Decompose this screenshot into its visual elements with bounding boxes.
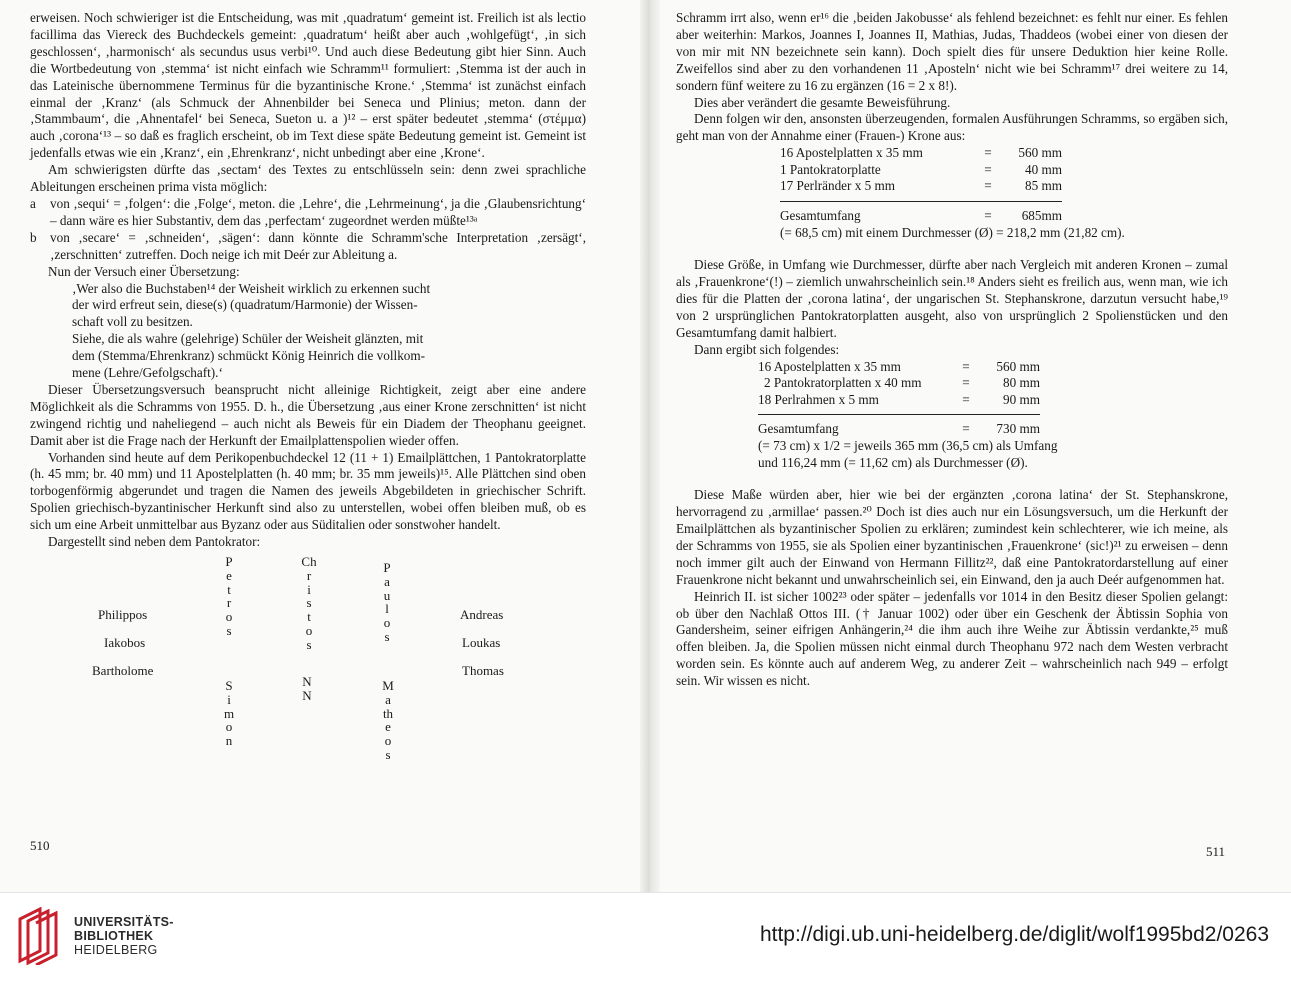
list-marker: a [30,195,36,211]
name-letter: a [385,691,391,707]
left-paragraph-5: Vorhanden sind heute auf dem Perikopenbuchdeckel 12 (11 + 1) Emailplättchen, 1 Pantokratorplatte (h. 45 mm; br. 40 mm) und 11 Apostelplatten (h. 40 mm; br. 35 mm jeweils)¹⁵. Alle Plättchen sind oben torbogenförmig abgerundet und tragen die Namen des jeweils Abgebildeten in griechischer Schrift. Spolien griechisch-byzantinischer Herkunft sind also zu unterstellen, wobei offen bleiben muß, ob es sich um eine Arbeit unmittelbar aus Byzanz oder aus Süditalien oder sonstwoher handelt. [30,449,586,533]
right-paragraph-6: Diese Maße würden aber, hier wie bei der ergänzten ‚corona latina‘ der St. Stephanskrone, hervorragend zu ‚armillae‘ passen.²⁰ Doch ist dies auch nur ein Lösungsversuch, um die Herkunft der Emailplättchen als byzantinischer Spolien zu erklären; zumindest kein schlechterer, wie ich meine, als der Schramms von 1955, sie als Spolien einer byzantinischen ‚Frauenkrone‘ (sic!)²¹ zu erweisen – denn noch immer gilt auch der Einwand von Hermann Fillitz²², daß eine Pantokratordarstellung auf einer Frauenkrone nicht bekannt und unwahrscheinlich sei, ein Einwand, den ja auch Deér aufgenommen hat. [676,487,1228,587]
list-text: von ‚sequi‘ = ‚folgen‘: die ‚Folge‘, meton. die ‚Lehre‘, die ‚Lehrmeinung‘, ja die ‚Glaubensrichtung‘ – dann wäre es hier Substantiv, dem das ‚perfectam‘ zugeordnet werden müßte¹³ᵃ [50,195,586,228]
calc-equals: = [962,391,970,407]
poem-line: dem (Stemma/Ehrenkranz) schmückt König Heinrich die vollkom- [72,348,426,364]
calc-equals: = [984,161,992,177]
calc-equals: = [984,145,992,161]
name-andreas: Andreas [460,607,504,622]
library-name-line: HEIDELBERG [74,943,158,957]
name-thomas: Thomas [462,663,504,678]
name-letter: P [383,560,391,575]
poem-line: Siehe, die als wahre (gelehrige) Schüler der Weisheit glänzten, mit [72,331,424,347]
calc-label: 1 Pantokratorplatte [780,161,881,177]
right-paragraph-2: Dies aber verändert die gesamte Beweisführung. [694,94,951,110]
library-footer [0,892,1291,986]
translation-poem [30,281,586,382]
table-row [758,392,1040,409]
list-text: von ‚secare‘ = ‚schneiden‘, ‚sägen‘: dann könnte die Schramm'sche Interpretation ‚zersägt‘, ‚zerschnitten‘ zutreffen. Doch neige ich mit Deér zur Ableitung a. [50,229,586,262]
poem-line: schaft voll zu besitzen. [72,314,193,330]
name-column-nn [300,675,314,703]
name-letter: r [306,567,312,583]
calc-label: 17 Perlränder x 5 mm [780,178,895,194]
name-letter: s [384,628,390,644]
table-row [758,421,1040,438]
calc-value: 560 mm [1018,145,1062,161]
name-letter: s [385,746,391,762]
calc-label: 18 Perlrahmen x 5 mm [758,391,879,407]
name-letter: S [225,678,233,693]
left-paragraph-2: Am schwierigsten dürfte das ‚sectam‘ des Textes zu entschlüsseln sein: denn zwei sprachliche Ableitungen erscheinen prima vista möglich: [30,162,586,195]
table-row [780,208,1062,225]
calc-total-value: 685mm [1021,208,1062,224]
name-column-simon [222,679,236,748]
poem-line: der wird erfreut sein, diese(s) (quadratum/Harmonie) der Wissen- [72,297,418,313]
calc-value: 40 mm [1025,161,1062,177]
calc-note: (= 68,5 cm) mit einem Durchmesser (Ø) = 218,2 mm (21,82 cm). [780,224,1125,240]
name-letter: N [302,674,312,689]
calc-value: 80 mm [1003,375,1040,391]
calc-note: und 116,24 mm (= 11,62 cm) als Durchmesser (Ø). [758,454,1028,470]
list-item [30,196,586,230]
name-letter: s [226,622,232,638]
calc-equals: = [962,421,970,437]
library-name-line: UNIVERSITÄTS- [74,915,174,929]
right-paragraph-4: Diese Größe, in Umfang wie Durchmesser, dürfte aber nach Vergleich mit anderen Kronen – zumal als ‚Frauenkrone‘(!) – ziemlich unwahrscheinlich sein.¹⁸ Anders sieht es freilich aus, wenn man, wie ich dies für die Platten der ‚corona latina‘, der ungarischen St. Stephanskrone, darzutun versucht habe,¹⁹ von 2 ursprünglichen Pantokratorplatten ausgeht, also von ursprünglich 2 Spolienstücken und den Gesamtumfang damit halbiert. [676,257,1228,340]
name-loukas: Loukas [462,635,501,650]
left-paragraph-3: Nun der Versuch einer Übersetzung: [48,263,240,279]
left-paragraph-1: erweisen. Noch schwieriger ist die Entscheidung, was mit ‚quadratum‘ gemeint ist. Freilich ist als lectio facillima das Viereck des Buchdeckels gemeint: ‚quadratum‘ heißt aber auch ‚wohlgefügt‘, ‚in sich geschlossen‘, ‚harmonisch‘ als secundus usus verbi¹⁰. Und auch diese Bedeutung gibt hier Sinn. Auch die Wortbedeutung von ‚stemma‘ ist nicht einfach wie Schramm¹¹ formuliert: ‚Stemma ist der auch in das Lateinische übernommene Terminus für die byzantinische Krone.‘ ‚Stemma‘ ist zunächst einfach einmal der ‚Kranz‘ (als Schmuck der Ahnenbilder bei Seneca und Plinius; meton. dann der ‚Stammbaum‘, die ‚Ahnentafel‘ bei Seneca, Sueton u. a )¹² – erst später bedeutet ‚stemma‘ (στέμμα) auch ‚corona‘¹³ – so daß es fraglich erscheint, ob im Text diese späte Bedeutung gemeint ist. Gemeint ist jedenfalls etwas wie ein ‚Kranz‘, ein ‚Ehrenkranz‘, nicht unbedingt aber eine ‚Krone‘. [30,10,586,161]
left-paragraph-4: Dieser Übersetzungsversuch beansprucht nicht alleinige Richtigkeit, zeigt aber eine andere Möglichkeit als die Schramms von 1955. D. h., die Übersetzung ‚aus einer Krone zerschnitten‘ ist nicht zwingend richtig und naheliegend – auch nicht als Beweis für ein Diadem der Theophanu geeignet. Damit aber ist die Frage nach der Herkunft der Emailplattenspolien wieder offen. [30,381,586,448]
page-number-left: 510 [30,838,50,853]
right-paragraph-3: Denn folgen wir den, ansonsten überzeugenden, formalen Ausführungen Schramms, so ergäben sich, geht man von der Annahme einer (Frauen-) Krone aus: [676,111,1228,144]
name-letter: P [225,554,233,569]
calc-label: 16 Apostelplatten x 35 mm [780,145,923,161]
name-letter: o [384,733,392,749]
name-column-petros [222,555,236,638]
name-philippos: Philippos [98,607,148,622]
name-letter: t [307,609,311,625]
right-paragraph-7: Heinrich II. ist sicher 1002²³ oder später – jedenfalls vor 1014 in den Besitz dieser Spolien gelangt: ob über den Nachlaß Ottos III. († Januar 1002) oder über ein Geschenk der Äbtissin Sophia von Gandersheim, seiner eifrigen Anhängerin,²⁴ die ihm auch ihre Weihe zur Äbtissin verdankte,²⁵ muß offen bleiben. Ja, die Spolien müssen nicht einmal durch Theophanu 972 nach dem Westen verbracht worden sein. Es könnte auch auf anderem Weg, zu anderer Zeit – wahrscheinlich nach 949 – erfolgt sein. Wir wissen es nicht. [676,588,1228,689]
name-letter: a [384,573,390,589]
calc-equals: = [962,375,970,391]
calc-label: 2 Pantokratorplatten x 40 mm [764,375,922,391]
name-letter: o [383,615,391,631]
name-letter: o [225,719,233,735]
poem-line: mene (Lehre/Gefolgschaft).‘ [72,365,223,381]
table-row [758,375,1040,392]
calc-total-label: Gesamtumfang [780,208,861,224]
name-letter: u [383,587,391,603]
poem-line: ‚Wer also die Buchstaben¹⁴ der Weisheit wirklich zu erkennen sucht [72,280,431,296]
name-letter: m [223,705,235,721]
name-letter: N [302,687,312,703]
library-name-line: BIBLIOTHEK [74,929,154,943]
table-row [780,178,1062,195]
right-page [676,10,1228,690]
name-letter: i [307,581,311,597]
name-letter: th [382,705,394,721]
table-row [758,359,1040,376]
name-iakobos: Iakobos [104,635,146,650]
right-paragraph-1: Schramm irrt also, wenn er¹⁶ die ‚beiden Jakobusse‘ als fehlend bezeichnet: es fehlt nur einer. Es fehlen aber weiterhin: Markos, Joannes I, Joannes II, Mathias, Judas, Thaddeos (wobei einer von diesen der von mir mit NN bezeichnete sein kann). Doch spielt dies für unsere Deduktion hier keine Rolle. Zweifellos sind aber zu den vorhandenen 11 ‚Aposteln‘ nicht wie bei Schramm¹⁷ drei weitere zu 14, sondern fünf weitere zu 16 zu ergänzen (16 = 2 x 8!). [676,10,1228,93]
table-row [780,145,1062,162]
name-letter: l [385,601,389,617]
table-row [780,162,1062,179]
apostle-name-diagram [30,551,586,761]
name-column-christos [298,555,320,652]
calculation-table-1 [780,145,1125,241]
calc-divider [780,201,1062,202]
name-bartholome: Bartholome [92,663,154,678]
calc-value: 560 mm [996,358,1040,374]
book-gutter [640,0,660,892]
name-letter: o [225,609,233,625]
page-number-right: 511 [1206,844,1226,859]
name-column-matheos [378,679,398,762]
name-letter: t [227,581,231,597]
list-marker: b [30,229,37,245]
list-item [30,230,586,264]
name-letter: e [226,567,232,583]
name-letter: o [305,622,313,638]
calc-value: 85 mm [1025,178,1062,194]
name-letter: M [382,678,394,693]
calc-equals: = [962,358,970,374]
calc-label: 16 Apostelplatten x 35 mm [758,358,901,374]
calc-total-value: 730 mm [996,421,1040,437]
name-letter: e [385,719,391,735]
permalink-url[interactable]: http://digi.ub.uni-heidelberg.de/diglit/wolf1995bd2/0263 [759,923,1269,946]
name-letter: s [306,595,312,611]
name-letter: Ch [301,554,317,569]
library-logo-icon [14,907,60,965]
calculation-table-2 [758,358,1058,472]
calc-note: (= 73 cm) x 1/2 = jeweils 365 mm (36,5 cm) als Umfang [758,438,1058,454]
calc-equals: = [984,178,992,194]
calc-value: 90 mm [1003,391,1040,407]
left-page [30,10,586,761]
left-paragraph-6: Dargestellt sind neben dem Pantokrator: [48,534,261,550]
name-letter: i [227,691,231,707]
name-column-paulos [380,561,394,644]
name-letter: n [225,733,233,749]
calc-total-label: Gesamtumfang [758,421,839,437]
name-letter: r [226,595,232,611]
library-name [74,915,174,957]
name-letter: s [306,636,312,652]
calc-divider [758,414,1040,415]
calc-equals: = [984,208,992,224]
right-paragraph-5: Dann ergibt sich folgendes: [694,341,840,357]
